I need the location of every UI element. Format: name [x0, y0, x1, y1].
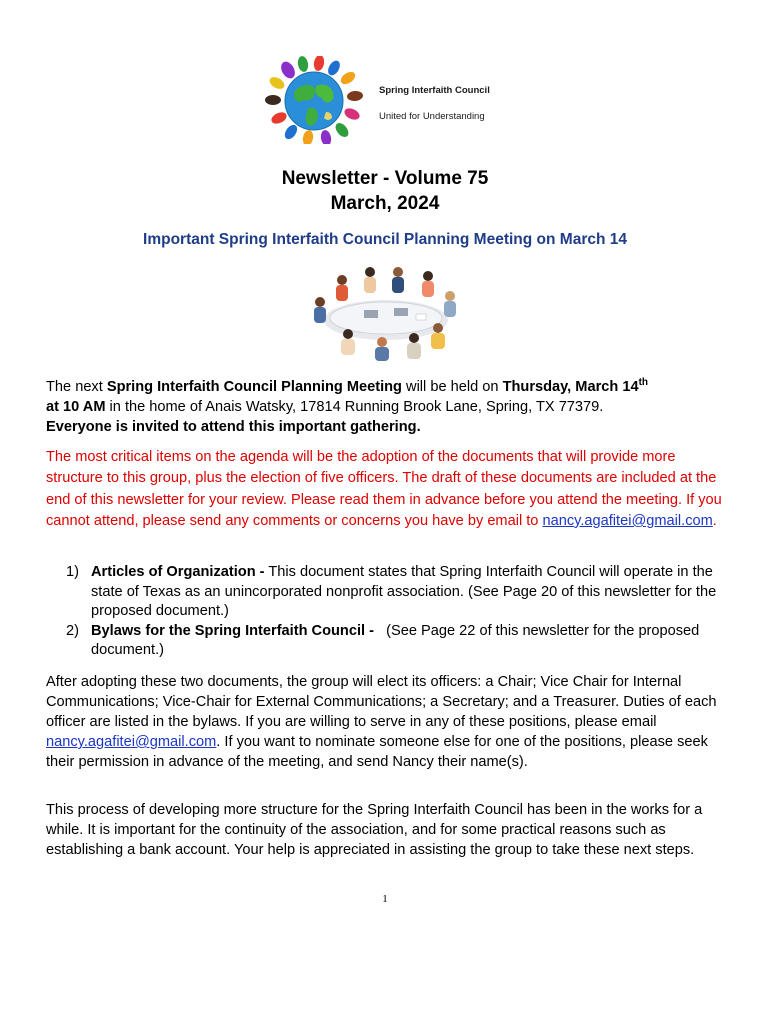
globe-with-hands-logo-icon — [258, 56, 370, 144]
p2-text: The most critical items on the agenda will be the adoption of the documents that will provide more structure to this group, plus the election of five officers. The draft of these documents are included at the end of this newsletter for your review. Please read them in advance before you attend the meeting. If you cannot attend, please send any comments or concerns you have by email to — [46, 449, 722, 529]
list-item-title: Bylaws for the Spring Interfaith Council - — [91, 622, 374, 639]
p1-date-text: Thursday, March 14 — [502, 378, 639, 395]
list-item — [66, 622, 726, 661]
closing-paragraph: This process of developing more structure for the Spring Interfaith Council has been in the works for a while. It is important for the continuity of the association, and for some practical reasons such as establishing a bank account. Your help is appreciated in assisting the group to take these next steps. — [46, 802, 703, 858]
list-item-number: 2) — [66, 622, 79, 639]
headline: Important Spring Interfaith Council Planning Meeting on March 14 — [143, 231, 627, 248]
p3-text-2: . If you want to nominate someone else for one of the positions, please seek their permission in advance of the meeting, and send Nancy their name(s). — [46, 734, 708, 770]
p1-date-suffix: th — [638, 377, 649, 388]
newsletter-date: March, 2024 — [330, 193, 440, 214]
meeting-table-illustration-icon — [298, 262, 474, 362]
agenda-paragraph — [46, 447, 726, 532]
list-item-text: This document states that Spring Interfaith Council will operate in the state of Texas as an unincorporated nonprofit association. (See Page 20 of this newsletter for the proposed document.) — [91, 564, 717, 619]
list-item — [66, 563, 726, 622]
officers-paragraph — [46, 672, 726, 772]
email-link[interactable]: nancy.agafitei@gmail.com — [542, 512, 713, 529]
newsletter-title: Newsletter - Volume 75 — [281, 168, 489, 189]
p3-text-1: After adopting these two documents, the group will elect its officers: a Chair; Vice Chair for Internal Communications; Vice-Chair for External Communications; a Secretary; and a Treasurer. Duties of each officer are listed in the bylaws. If you are willing to serve in any of these positions, please email — [46, 674, 717, 730]
org-tagline: United for Understanding — [379, 111, 485, 122]
meeting-announcement — [46, 373, 726, 437]
org-name: Spring Interfaith Council — [379, 85, 490, 96]
p1-text-2: will be held on — [401, 378, 503, 395]
p2-end: . — [712, 512, 717, 529]
page-number: 1 — [382, 893, 388, 905]
header-logo — [258, 56, 518, 144]
p1-meeting-name: Spring Interfaith Council Planning Meeting — [106, 378, 402, 395]
p1-meeting-date — [503, 379, 648, 395]
list-item-text: (See Page 22 of this newsletter for the proposed document.) — [91, 622, 704, 658]
p1-address: in the home of Anais Watsky, 17814 Running Brook Lane, Spring, TX 77379. — [105, 398, 604, 415]
list-item-number: 1) — [66, 564, 79, 580]
documents-list — [66, 563, 726, 661]
p1-meeting-time: at 10 AM — [46, 398, 106, 415]
p1-text-1: The next — [46, 378, 107, 395]
email-link[interactable]: nancy.agafitei@gmail.com — [46, 734, 217, 750]
list-item-title: Articles of Organization - — [91, 564, 265, 580]
p1-invitation: Everyone is invited to attend this important gathering. — [46, 418, 421, 435]
